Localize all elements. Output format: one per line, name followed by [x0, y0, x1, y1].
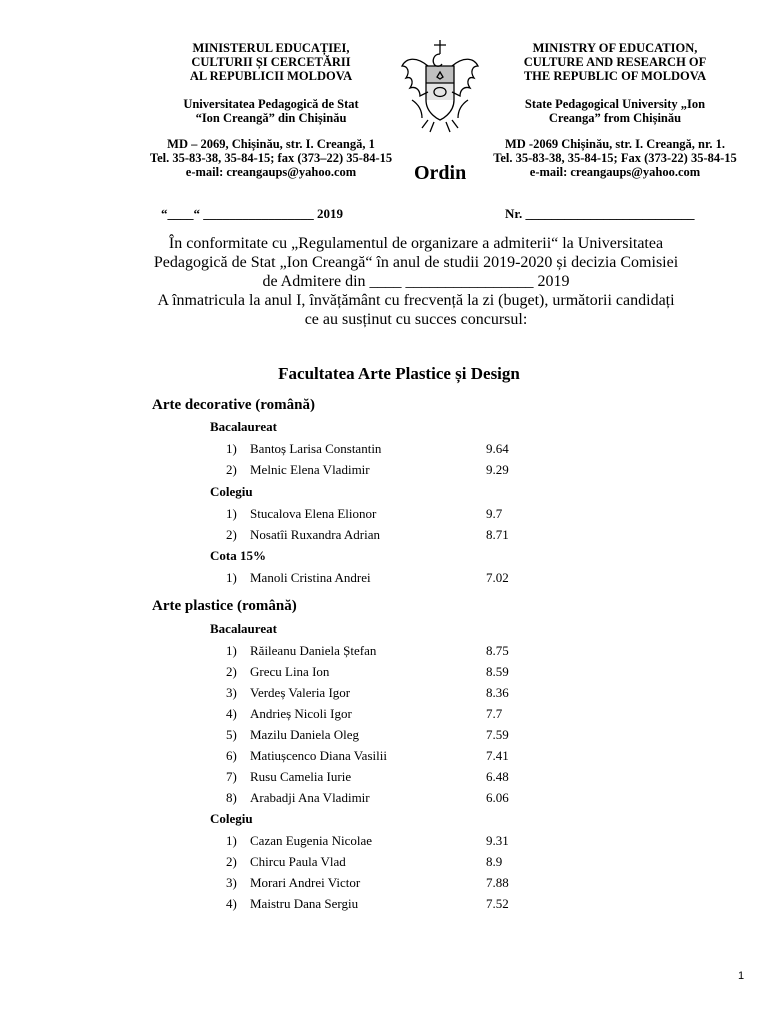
intro-line: Pedagogică de Stat „Ion Creangă“ în anul de studii 2019-2020 și decizia Comisiei — [153, 254, 679, 271]
faculty-heading: Facultatea Arte Plastice și Design — [278, 364, 520, 383]
candidate-score: 8.71 — [486, 527, 509, 542]
intro-paragraph — [140, 234, 692, 329]
category-heading: Cota 15% — [210, 548, 266, 563]
date-field: “____“ _________________ 2019 — [161, 206, 343, 221]
candidate-name: Chircu Paula Vlad — [250, 854, 346, 869]
university-line-ro: Universitatea Pedagogică de Stat — [183, 97, 359, 111]
candidate-name: Grecu Lina Ion — [250, 664, 330, 679]
category-heading: Colegiu — [210, 484, 253, 499]
candidate-name: Morari Andrei Victor — [250, 875, 361, 890]
candidate-score: 8.59 — [486, 664, 509, 679]
program-heading: Arte plastice (română) — [152, 598, 297, 614]
candidate-name: Matiușcenco Diana Vasilii — [250, 748, 387, 763]
item-number: 2) — [226, 664, 237, 679]
category-heading: Bacalaureat — [210, 621, 277, 636]
document-title: Ordin — [414, 162, 467, 184]
list-item — [226, 664, 546, 680]
candidate-name: Verdeș Valeria Igor — [250, 685, 351, 700]
list-item — [226, 769, 546, 785]
candidate-name: Bantoș Larisa Constantin — [250, 441, 382, 456]
university-line-ro: “Ion Creangă” din Chișinău — [195, 111, 347, 125]
coat-of-arms-icon — [398, 36, 482, 136]
item-number: 1) — [226, 833, 237, 848]
candidate-score: 7.41 — [486, 748, 509, 763]
list-item — [226, 462, 546, 478]
decision-line: A înmatricula la anul I, învățământ cu frecvență la zi (buget), următorii candidați — [157, 292, 675, 309]
category-heading: Colegiu — [210, 811, 253, 826]
list-item — [226, 643, 546, 659]
candidate-score: 6.48 — [486, 769, 509, 784]
item-number: 4) — [226, 706, 237, 721]
intro-line: de Admitere din ____ ________________ 2019 — [262, 273, 570, 290]
candidate-name: Stucalova Elena Elionor — [250, 506, 377, 521]
item-number: 1) — [226, 643, 237, 658]
item-number: 1) — [226, 441, 237, 456]
ministry-line-en: CULTURE AND RESEARCH OF — [523, 55, 707, 69]
header-right — [488, 41, 742, 179]
page-number: 1 — [738, 970, 745, 982]
item-number: 5) — [226, 727, 237, 742]
item-number: 4) — [226, 896, 237, 911]
ministry-line-ro: AL REPUBLICII MOLDOVA — [189, 69, 353, 83]
program-heading: Arte decorative (română) — [152, 397, 315, 413]
email-line-ro: e-mail: creangaups@yahoo.com — [185, 165, 357, 179]
candidate-score: 6.06 — [486, 790, 509, 805]
item-number: 2) — [226, 462, 237, 477]
candidate-score: 8.9 — [486, 854, 503, 869]
header-left — [146, 41, 396, 179]
candidate-score: 9.64 — [486, 441, 509, 456]
candidate-name: Rusu Camelia Iurie — [250, 769, 352, 784]
list-item — [226, 685, 546, 701]
candidate-score: 8.36 — [486, 685, 509, 700]
item-number: 2) — [226, 854, 237, 869]
list-item — [226, 896, 546, 912]
candidate-name: Maistru Dana Sergiu — [250, 896, 359, 911]
candidate-score: 7.59 — [486, 727, 509, 742]
item-number: 6) — [226, 748, 237, 763]
ministry-line-en: THE REPUBLIC OF MOLDOVA — [523, 69, 707, 83]
list-item — [226, 441, 546, 457]
ministry-line-ro: CULTURII ȘI CERCETĂRII — [191, 55, 351, 69]
candidate-name: Andrieș Nicoli Igor — [250, 706, 352, 721]
list-item — [226, 706, 546, 722]
list-item — [226, 727, 546, 743]
candidate-name: Răileanu Daniela Ștefan — [250, 643, 377, 658]
candidate-score: 9.29 — [486, 462, 509, 477]
university-line-en: State Pedagogical University „Ion — [524, 97, 706, 111]
candidate-score: 7.7 — [486, 706, 503, 721]
number-field: Nr. __________________________ — [505, 206, 695, 221]
list-item — [226, 833, 546, 849]
candidate-name: Melnic Elena Vladimir — [250, 462, 370, 477]
candidate-name: Nosatîi Ruxandra Adrian — [250, 527, 380, 542]
list-item — [226, 506, 546, 522]
university-line-en: Creanga” from Chișinău — [548, 111, 682, 125]
phone-line-en: Tel. 35-83-38, 35-84-15; Fax (373-22) 35-84-15 — [493, 151, 737, 165]
candidate-name: Cazan Eugenia Nicolae — [250, 833, 372, 848]
ministry-line-en: MINISTRY OF EDUCATION, — [532, 41, 698, 55]
item-number: 7) — [226, 769, 237, 784]
candidate-score: 9.31 — [486, 833, 509, 848]
list-item — [226, 790, 546, 806]
item-number: 3) — [226, 875, 237, 890]
category-heading: Bacalaureat — [210, 419, 277, 434]
candidate-score: 7.02 — [486, 570, 509, 585]
address-line-ro: MD – 2069, Chișinău, str. I. Creangă, 1 — [167, 137, 375, 151]
candidate-name: Mazilu Daniela Oleg — [250, 727, 360, 742]
candidate-name: Arabadji Ana Vladimir — [250, 790, 370, 805]
list-item — [226, 748, 546, 764]
list-item — [226, 570, 546, 586]
candidate-score: 9.7 — [486, 506, 503, 521]
candidate-score: 8.75 — [486, 643, 509, 658]
list-item — [226, 875, 546, 891]
decision-line: ce au susținut cu succes concursul: — [304, 311, 528, 328]
candidate-score: 7.88 — [486, 875, 509, 890]
intro-line: În conformitate cu „Regulamentul de organizare a admiterii“ la Universitatea — [168, 235, 664, 252]
email-line-en: e-mail: creangaups@yahoo.com — [529, 165, 701, 179]
item-number: 8) — [226, 790, 237, 805]
list-item — [226, 854, 546, 870]
item-number: 2) — [226, 527, 237, 542]
list-item — [226, 527, 546, 543]
item-number: 1) — [226, 570, 237, 585]
candidate-name: Manoli Cristina Andrei — [250, 570, 371, 585]
item-number: 3) — [226, 685, 237, 700]
ministry-line-ro: MINISTERUL EDUCAȚIEI, — [192, 41, 350, 55]
address-line-en: MD -2069 Chișinău, str. I. Creangă, nr. 1. — [504, 137, 726, 151]
candidate-score: 7.52 — [486, 896, 509, 911]
item-number: 1) — [226, 506, 237, 521]
phone-line-ro: Tel. 35-83-38, 35-84-15; fax (373–22) 35-84-15 — [149, 151, 393, 165]
